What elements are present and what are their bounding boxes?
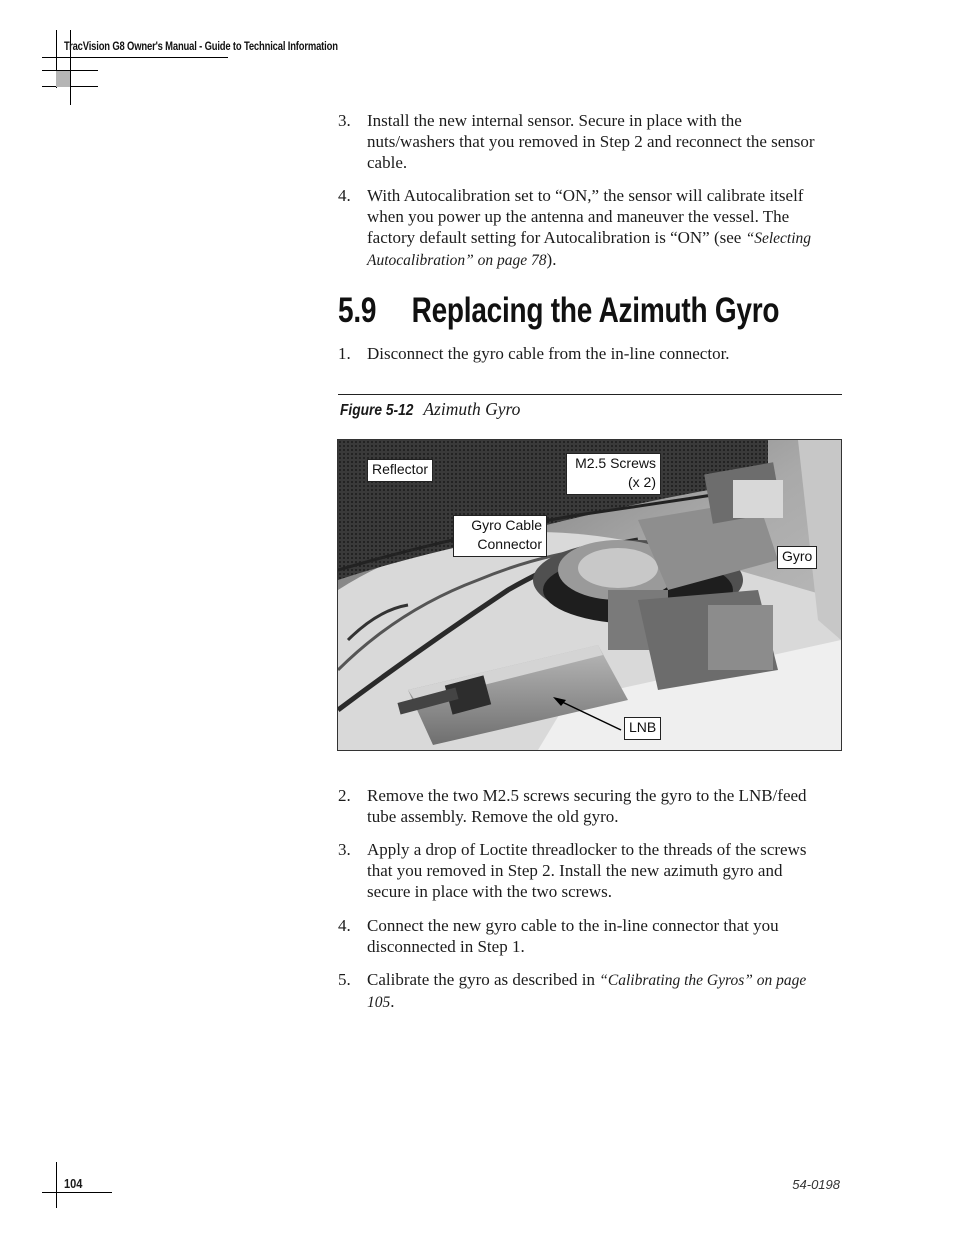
footer-crop-vertical xyxy=(56,1162,57,1208)
step-text-tail: . xyxy=(390,992,395,1011)
connector-label-line2: Connector xyxy=(477,536,542,552)
gyro-callout xyxy=(777,546,817,569)
screws-label-line1: M2.5 Screws xyxy=(575,455,656,471)
step-text-tail: ). xyxy=(546,250,557,269)
screws-label-line2: (x 2) xyxy=(628,474,656,490)
lnb-callout xyxy=(624,717,661,740)
list-item xyxy=(338,915,818,957)
step-number: 4. xyxy=(338,916,351,935)
reflector-label: Reflector xyxy=(372,461,429,477)
cross-reference-link[interactable]: “Selecting Autocalibration” on page 78 xyxy=(367,230,812,269)
gyro-cable-connector-callout xyxy=(453,515,547,557)
step-number: 3. xyxy=(338,111,351,130)
step-number: 4. xyxy=(338,186,351,205)
running-header: TracVision G8 Owner's Manual - Guide to Technical Information xyxy=(64,41,338,53)
screws-callout xyxy=(566,453,661,495)
crop-mark-horizontal xyxy=(42,70,98,71)
step-text: Connect the new gyro cable to the in-line connector that you disconnected in Step 1. xyxy=(367,916,779,956)
step-text: Remove the two M2.5 screws securing the gyro to the LNB/feed tube assembly. Remove the old gyro. xyxy=(367,786,807,826)
step-number: 5. xyxy=(338,970,351,989)
step-number: 2. xyxy=(338,786,351,805)
section-number: 5.9 xyxy=(338,291,377,330)
list-item xyxy=(338,110,818,173)
list-item xyxy=(338,343,818,364)
page-number: 104 xyxy=(64,1176,83,1191)
document-number: 54-0198 xyxy=(792,1177,840,1192)
gyro-label: Gyro xyxy=(782,548,813,564)
list-item xyxy=(338,839,818,902)
step-text xyxy=(367,185,818,271)
step-text: Install the new internal sensor. Secure in place with the nuts/washers that you removed in Step 2 and reconnect the sensor cable. xyxy=(367,111,815,172)
connector-label-line1: Gyro Cable xyxy=(471,517,542,533)
cross-reference-link[interactable]: “Calibrating the Gyros” on page 105 xyxy=(367,972,807,1011)
list-item xyxy=(338,969,818,1013)
figure-caption xyxy=(340,399,520,420)
step-text: Disconnect the gyro cable from the in-line connector. xyxy=(367,344,730,363)
crop-mark-horizontal-2 xyxy=(42,86,98,87)
section-heading xyxy=(338,291,779,331)
step-number: 1. xyxy=(338,344,351,363)
step-number: 3. xyxy=(338,840,351,859)
step-text-main: With Autocalibration set to “ON,” the sensor will calibrate itself when you power up the antenna and maneuver the vessel. The factory default setting for Autocalibration is “ON” (see xyxy=(367,186,804,247)
list-item xyxy=(338,185,818,271)
azimuth-gyro-photo xyxy=(337,439,842,751)
figure-rule xyxy=(338,394,842,395)
step-text xyxy=(367,969,818,1013)
lnb-label: LNB xyxy=(629,719,657,735)
step-text: Apply a drop of Loctite threadlocker to the threads of the screws that you removed in Step 2. Install the new azimuth gyro and secure in place with the two screws. xyxy=(367,840,807,901)
step-text-main: Calibrate the gyro as described in xyxy=(367,970,600,989)
section-title: Replacing the Azimuth Gyro xyxy=(411,291,780,330)
reflector-callout xyxy=(367,459,433,482)
crop-mark-square xyxy=(56,71,70,87)
header-rule xyxy=(42,57,228,58)
figure-label: Figure 5-12 xyxy=(340,402,414,419)
figure-title: Azimuth Gyro xyxy=(423,399,521,419)
list-item xyxy=(338,785,818,827)
footer-rule xyxy=(42,1192,112,1193)
